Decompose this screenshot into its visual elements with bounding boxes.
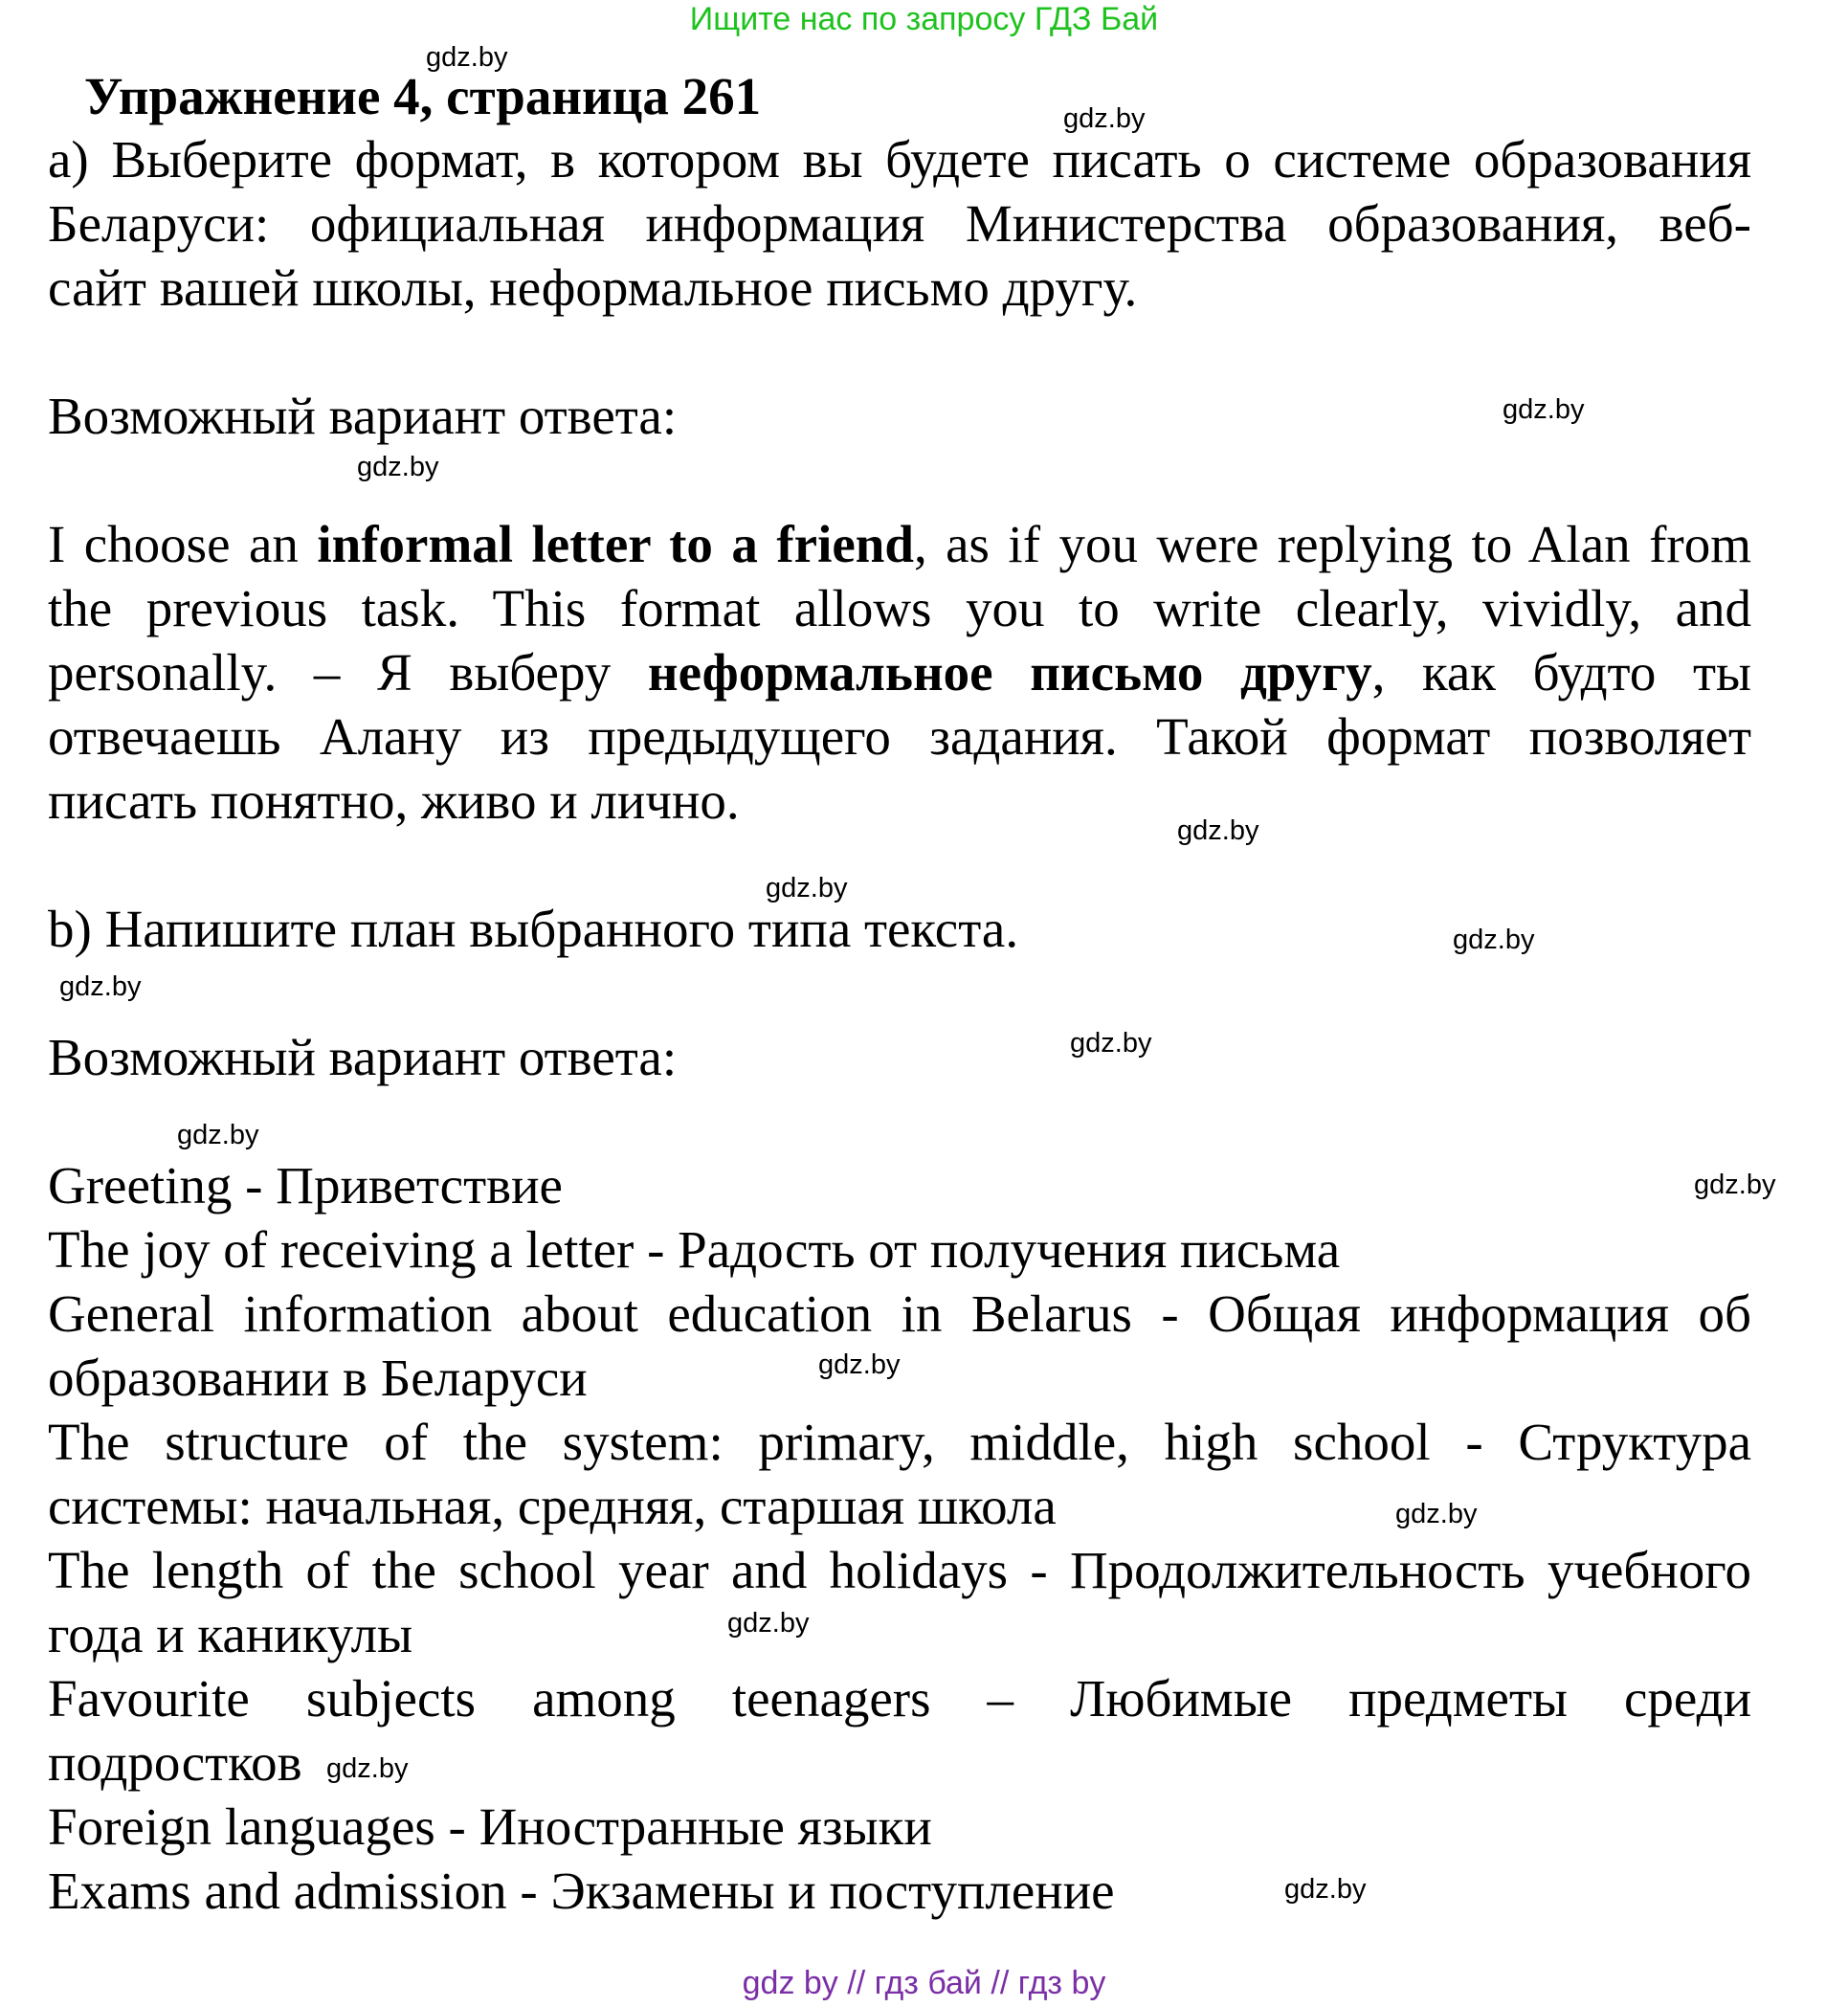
watermark: gdz.by [1395, 1499, 1478, 1529]
plan-item: Foreign languages - Иностранные языки [48, 1797, 932, 1856]
watermark: gdz.by [1177, 815, 1259, 846]
plan-item: подростков [48, 1733, 302, 1792]
watermark: gdz.by [1453, 925, 1535, 955]
plan-item: The joy of receiving a letter - Радость от получения письма [48, 1220, 1341, 1279]
watermark: gdz.by [1284, 1874, 1367, 1905]
watermark: gdz.by [426, 42, 508, 73]
plan-item: The structure of the system: primary, middle, high school - Структура [48, 1413, 1751, 1471]
page-title: Упражнение 4, страница 261 [84, 67, 762, 125]
task-b: b) Напишите план выбранного типа текста. [48, 900, 1019, 958]
plan-item: General information about education in Belarus - Общая информация об [48, 1284, 1751, 1343]
answer-a-line-2: the previous task. This format allows you to write clearly, vividly, and [48, 579, 1751, 637]
answer-a-line-4: отвечаешь Алану из предыдущего задания. Такой формат позволяет [48, 707, 1751, 766]
answer-a-line-5: писать понятно, живо и лично. [48, 771, 740, 830]
task-a-line-3: сайт вашей школы, неформальное письмо другу. [48, 258, 1138, 317]
watermark: gdz.by [1694, 1170, 1776, 1200]
watermark: gdz.by [177, 1120, 259, 1150]
answer-a-line-3: personally. – Я выберу неформальное письмо другу, как будто ты [48, 643, 1751, 702]
watermark: gdz.by [357, 452, 439, 482]
plan-item: Favourite subjects among teenagers – Любимые предметы среди [48, 1669, 1751, 1728]
task-a-line-2: Беларуси: официальная информация Министерства образования, веб- [48, 194, 1751, 253]
top-banner: Ищите нас по запросу ГДЗ Бай [689, 1, 1159, 37]
plan-item: системы: начальная, средняя, старшая школа [48, 1477, 1057, 1535]
plan-item: Exams and admission - Экзамены и поступление [48, 1862, 1115, 1920]
task-a-line-1: a) Выберите формат, в котором вы будете писать о системе образования [48, 130, 1751, 189]
answer-label-2: Возможный вариант ответа: [48, 1028, 678, 1086]
footer: gdz by // гдз бай // гдз by [742, 1965, 1106, 2001]
plan-item: Greeting - Приветствие [48, 1156, 563, 1215]
watermark: gdz.by [727, 1608, 810, 1639]
plan-item: The length of the school year and holidays - Продолжительность учебного [48, 1541, 1751, 1599]
answer-label-1: Возможный вариант ответа: [48, 387, 678, 445]
watermark: gdz.by [1070, 1028, 1152, 1059]
watermark: gdz.by [326, 1753, 409, 1784]
watermark: gdz.by [766, 873, 848, 903]
plan-item: года и каникулы [48, 1605, 413, 1663]
watermark: gdz.by [59, 971, 142, 1002]
plan-item: образовании в Беларуси [48, 1349, 588, 1407]
watermark: gdz.by [1063, 103, 1146, 134]
watermark: gdz.by [818, 1349, 901, 1380]
watermark: gdz.by [1503, 394, 1585, 425]
answer-a-line-1: I choose an informal letter to a friend, as if you were replying to Alan from [48, 515, 1751, 573]
